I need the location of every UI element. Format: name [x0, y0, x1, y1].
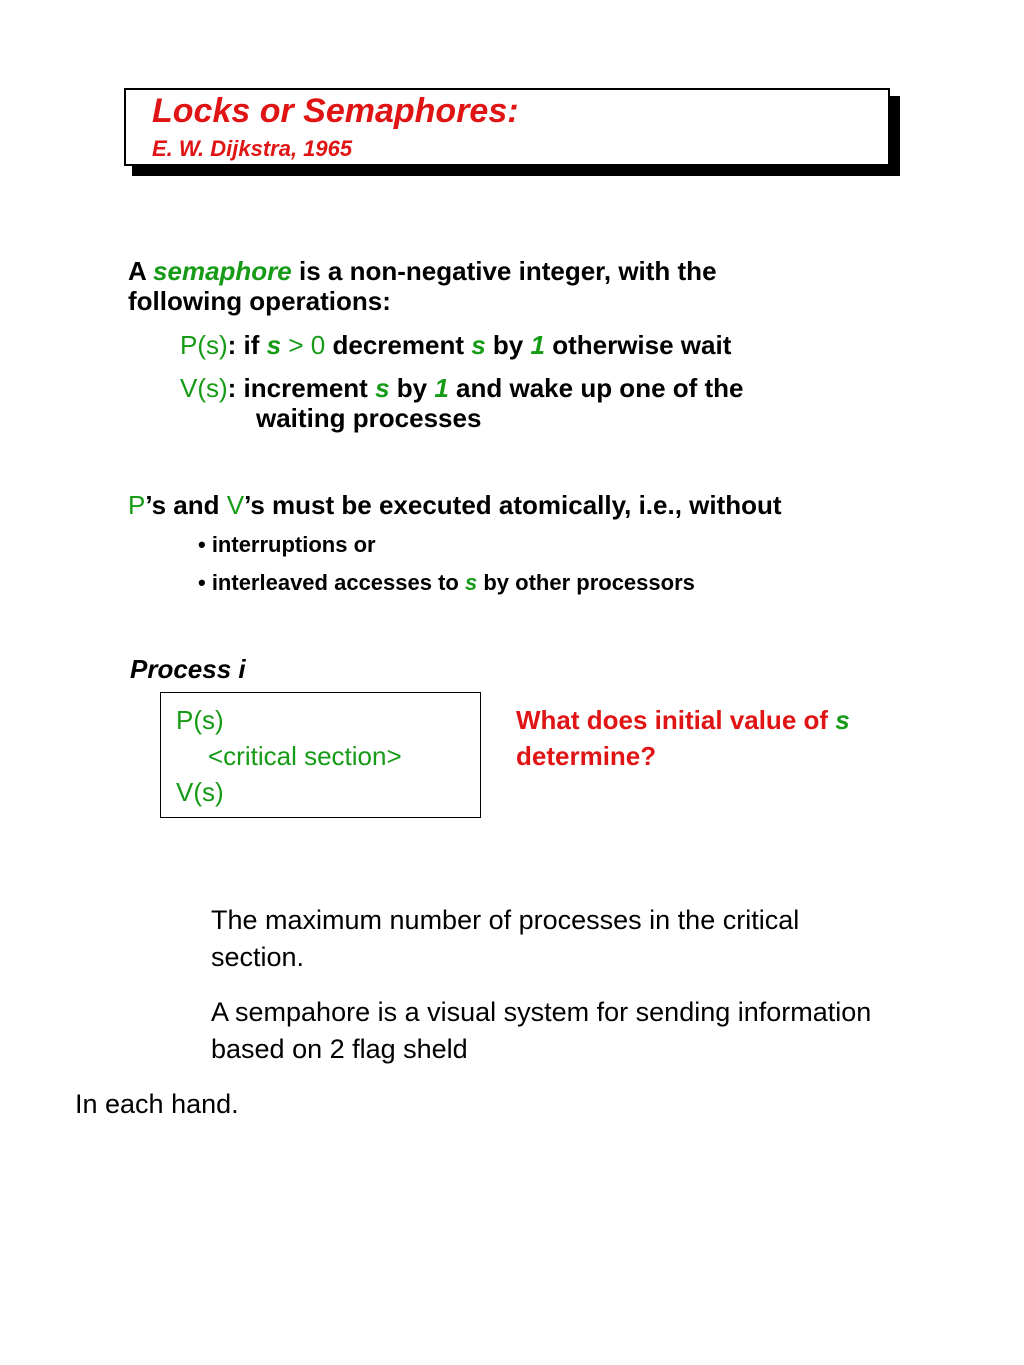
bullet2-s: s	[464, 570, 478, 595]
atomic-bullet-2	[198, 570, 695, 596]
code-line-critical-section: <critical section>	[208, 741, 402, 771]
code-line-p: P(s)	[176, 705, 224, 735]
note-2-line2: based on 2 flag sheld	[211, 1034, 468, 1064]
note-2-line1: A sempahore is a visual system for sending information	[211, 997, 872, 1027]
atomic-rest: ’s must be executed atomically, i.e., without	[244, 490, 782, 520]
slide-title: Locks or Semaphores:	[152, 92, 519, 130]
p-op-one: 1	[530, 330, 545, 360]
question-pre: What does initial value of	[516, 705, 829, 735]
v-operation	[180, 373, 744, 403]
note-3: In each hand.	[75, 1089, 239, 1119]
v-op-rest: and wake up one of the	[456, 373, 744, 403]
atomic-p: P	[128, 490, 146, 520]
v-op-by: by	[396, 373, 428, 403]
definition-rest: is a non-negative integer, with the	[299, 256, 717, 286]
bullet2-post: by other processors	[483, 570, 695, 595]
p-op-name: P(s)	[180, 330, 228, 360]
slide-subtitle: E. W. Dijkstra, 1965	[152, 136, 353, 161]
v-op-one: 1	[434, 373, 449, 403]
atomic-bullet-1: • interruptions or	[198, 532, 376, 557]
process-label: Process i	[130, 654, 246, 684]
note-1-line1: The maximum number of processes in the critical	[211, 905, 800, 935]
question-s: s	[835, 705, 850, 735]
atomic-sand: ’s and	[145, 490, 220, 520]
v-op-name: V(s)	[180, 373, 228, 403]
v-op-increment: : increment	[227, 373, 368, 403]
p-op-otherwise: otherwise wait	[552, 330, 732, 360]
note-1-line2: section.	[211, 942, 305, 972]
p-op-condition: > 0	[288, 330, 326, 360]
atomic-statement	[128, 490, 782, 520]
question-line1	[516, 705, 850, 735]
atomic-v: V	[226, 490, 245, 520]
definition-term: semaphore	[153, 256, 292, 286]
p-op-s: s	[266, 330, 282, 360]
v-operation-line2: waiting processes	[256, 403, 482, 433]
definition-line1	[128, 256, 717, 286]
definition-article: A	[128, 256, 146, 286]
question-line2: determine?	[516, 741, 657, 771]
definition-line2: following operations:	[128, 286, 391, 316]
code-line-v: V(s)	[176, 777, 224, 807]
p-operation	[180, 330, 731, 360]
p-op-if: : if	[227, 330, 260, 360]
p-op-s2: s	[471, 330, 486, 360]
bullet2-pre: • interleaved accesses to	[198, 570, 459, 595]
p-op-by: by	[492, 330, 524, 360]
p-op-decrement: decrement	[332, 330, 464, 360]
v-op-s: s	[375, 373, 390, 403]
